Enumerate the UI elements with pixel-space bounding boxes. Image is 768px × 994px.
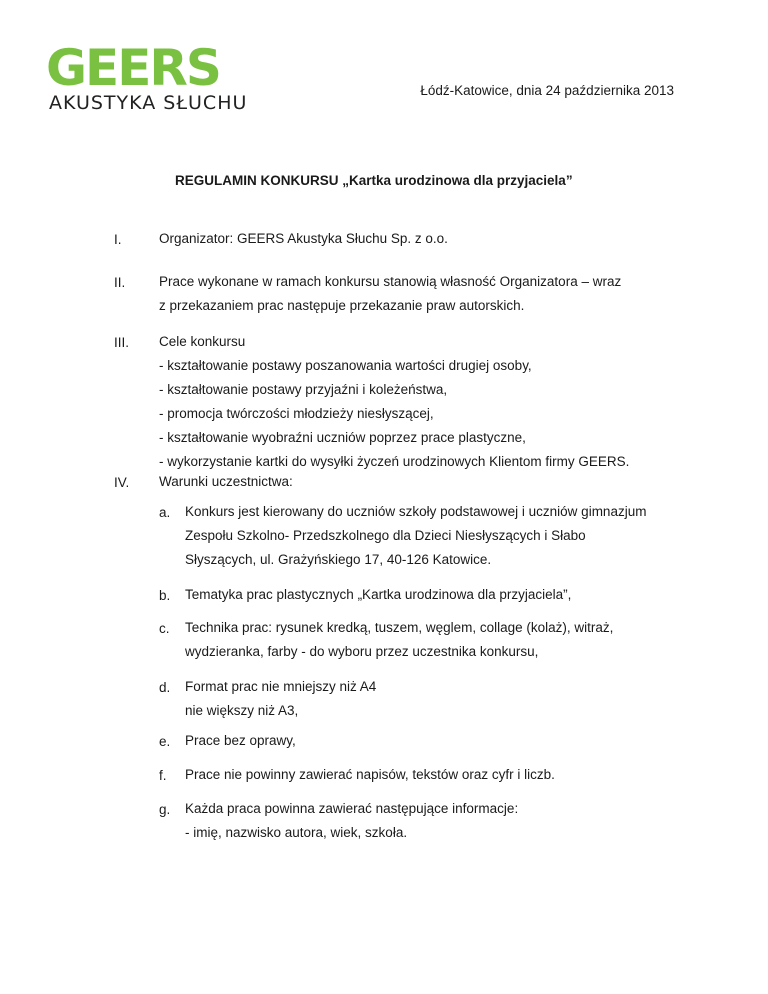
condition-line: Zespołu Szkolno- Przedszkolnego dla Dzieci Niesłyszących i Słabo <box>185 528 586 543</box>
condition-text <box>185 583 571 607</box>
condition-letter: a. <box>159 505 171 520</box>
condition-line: wydzieranka, farby - do wyboru przez uczestnika konkursu, <box>185 644 539 659</box>
section-number: IV. <box>114 475 130 490</box>
condition-letter: d. <box>159 680 171 695</box>
section-text <box>159 270 621 318</box>
condition-line: Format prac nie mniejszy niż A4 <box>185 679 377 694</box>
condition-line: Tematyka prac plastycznych „Kartka urodzinowa dla przyjaciela”, <box>185 587 572 602</box>
condition-letter: b. <box>159 588 171 603</box>
section-line: - kształtowanie wyobraźni uczniów poprzez prace plastyczne, <box>159 430 526 445</box>
condition-line: Prace nie powinny zawierać napisów, tekstów oraz cyfr i liczb. <box>185 767 555 782</box>
section-line: - promocja twórczości młodzieży niesłyszącej, <box>159 406 434 421</box>
condition-line: Każda praca powinna zawierać następujące informacje: <box>185 801 519 816</box>
condition-letter: e. <box>159 734 171 749</box>
condition-line: Słyszących, ul. Grażyńskiego 17, 40-126 Katowice. <box>185 552 492 567</box>
section-number: II. <box>114 275 126 290</box>
condition-text <box>185 729 296 753</box>
condition-line: nie większy niż A3, <box>185 703 299 718</box>
document-title: REGULAMIN KONKURSU „Kartka urodzinowa dla przyjaciela” <box>175 173 573 188</box>
section-line: Prace wykonane w ramach konkursu stanowią własność Organizatora – wraz <box>159 274 622 289</box>
section-line: z przekazaniem prac następuje przekazanie praw autorskich. <box>159 298 525 313</box>
section-line: Warunki uczestnictwa: <box>159 474 293 489</box>
condition-letter: c. <box>159 621 170 636</box>
section-line: - wykorzystanie kartki do wysyłki życzeń urodzinowych Klientom firmy GEERS. <box>159 454 630 469</box>
section-line: Organizator: GEERS Akustyka Słuchu Sp. z o.o. <box>159 231 448 246</box>
section-line: - kształtowanie postawy poszanowania wartości drugiej osoby, <box>159 358 532 373</box>
condition-line: Technika prac: rysunek kredką, tuszem, węglem, collage (kolaż), witraż, <box>185 620 614 635</box>
condition-letter: g. <box>159 802 171 817</box>
section-text <box>159 330 629 474</box>
condition-text <box>185 616 613 664</box>
condition-line: Prace bez oprawy, <box>185 733 296 748</box>
condition-line: - imię, nazwisko autora, wiek, szkoła. <box>185 825 408 840</box>
logo-tagline: AKUSTYKA SŁUCHU <box>49 92 248 114</box>
condition-line: Konkurs jest kierowany do uczniów szkoły podstawowej i uczniów gimnazjum <box>185 504 647 519</box>
section-text <box>159 470 293 494</box>
geers-logo <box>46 39 248 114</box>
condition-text <box>185 675 376 723</box>
condition-text <box>185 500 646 572</box>
section-number: III. <box>114 335 130 350</box>
place-date: Łódź-Katowice, dnia 24 października 2013 <box>420 83 674 98</box>
condition-letter: f. <box>159 768 167 783</box>
condition-text <box>185 797 518 845</box>
section-number: I. <box>114 232 122 247</box>
section-line: Cele konkursu <box>159 334 246 349</box>
section-line: - kształtowanie postawy przyjaźni i koleżeństwa, <box>159 382 448 397</box>
section-text <box>159 227 448 251</box>
logo-wordmark: GEERS <box>46 39 220 97</box>
condition-text <box>185 763 555 787</box>
